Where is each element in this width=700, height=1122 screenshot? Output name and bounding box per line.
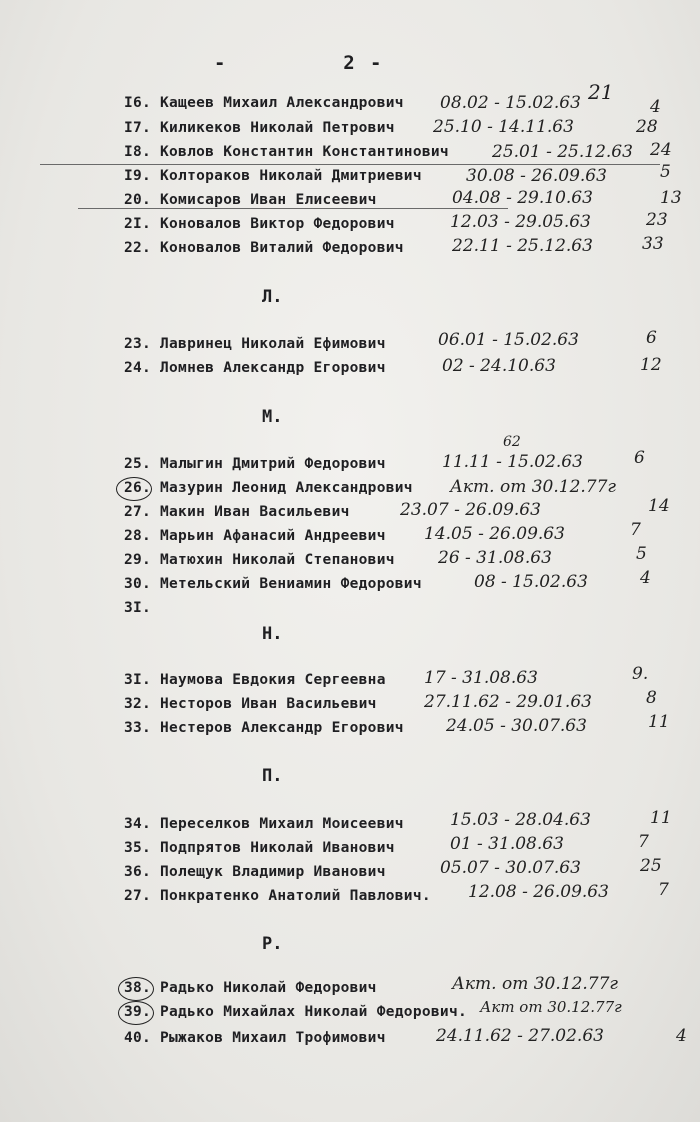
section-letter-r: Р.: [262, 934, 283, 954]
entry-dates: 04.08 - 29.10.63: [452, 188, 593, 208]
entry-dates: 12.08 - 26.09.63: [468, 882, 609, 902]
corner-handwritten-mark: 21: [588, 80, 614, 104]
entry-dates: 26 - 31.08.63: [438, 548, 552, 568]
entry-row: 36. Полещук Владимир Иванович: [124, 864, 386, 880]
entry-row: 34. Переселков Михаил Моисеевич: [124, 816, 404, 832]
entry-row: 32. Несторов Иван Васильевич: [124, 696, 377, 712]
page-number-dash-left: -: [214, 52, 226, 74]
section-letter-n: Н.: [262, 624, 283, 644]
entry-row: 27. Понкратенко Анатолий Павлович.: [124, 888, 431, 904]
entry-count: 5: [660, 162, 671, 182]
entry-dates: 05.07 - 30.07.63: [440, 858, 581, 878]
entry-row: I6. Кащеев Михаил Александрович: [124, 95, 404, 111]
entry-row: 2I. Коновалов Виктор Федорович: [124, 216, 395, 232]
entry-count: 33: [642, 234, 664, 254]
section-letter-p: П.: [262, 766, 283, 786]
section-letter-m: М.: [262, 407, 283, 427]
page-number-dash-right: -: [370, 52, 382, 74]
entry-dates: 23.07 - 26.09.63: [400, 500, 541, 520]
entry-row: I7. Киликеков Николай Петрович: [124, 120, 395, 136]
entry-count: 11: [650, 808, 672, 828]
entry-row: 22. Коновалов Виталий Федорович: [124, 240, 404, 256]
entry-dates: Акт. от 30.12.77г: [452, 974, 619, 994]
entry-dates: 27.11.62 - 29.01.63: [424, 692, 592, 712]
entry-row: I8. Ковлов Константин Константинович: [124, 144, 449, 160]
entry-dates: 22.11 - 25.12.63: [452, 236, 593, 256]
handwritten-annotation: 62: [503, 434, 521, 450]
entry-dates: 08 - 15.02.63: [474, 572, 588, 592]
entry-dates: 01 - 31.08.63: [450, 834, 564, 854]
entry-count: 7: [630, 520, 641, 540]
entry-count: 7: [638, 832, 649, 852]
entry-dates: 24.05 - 30.07.63: [446, 716, 587, 736]
entry-count: 14: [648, 496, 670, 516]
entry-count: 9.: [632, 664, 649, 684]
entry-dates: 15.03 - 28.04.63: [450, 810, 591, 830]
entry-count: 25: [640, 856, 662, 876]
entry-dates: 02 - 24.10.63: [442, 356, 556, 376]
entry-row: 26. Мазурин Леонид Александрович: [124, 480, 413, 496]
entry-row: 35. Подпрятов Николай Иванович: [124, 840, 395, 856]
entry-dates: 06.01 - 15.02.63: [438, 330, 579, 350]
entry-count: 12: [640, 355, 662, 375]
entry-dates: 12.03 - 29.05.63: [450, 212, 591, 232]
entry-row: 38. Радько Николай Федорович: [124, 980, 377, 996]
entry-count: 13: [660, 188, 682, 208]
entry-count: 6: [646, 328, 657, 348]
entry-dates: 24.11.62 - 27.02.63: [436, 1026, 604, 1046]
entry-row: 30. Метельский Вениамин Федорович: [124, 576, 422, 592]
entry-count: 23: [646, 210, 668, 230]
page-number: 2: [343, 52, 357, 74]
entry-count: 8: [646, 688, 657, 708]
entry-dates: Акт. от 30.12.77г: [450, 477, 617, 497]
entry-row: I9. Колтораков Николай Дмитриевич: [124, 168, 422, 184]
entry-count: 24: [650, 140, 672, 160]
entry-count: 4: [676, 1026, 687, 1046]
entry-row: 39. Радько Михайлах Николай Федорович.: [124, 1004, 468, 1020]
entry-row: 27. Макин Иван Васильевич: [124, 504, 350, 520]
section-letter-l: Л.: [262, 287, 283, 307]
entry-row: 33. Нестеров Александр Егорович: [124, 720, 404, 736]
entry-dates: 30.08 - 26.09.63: [466, 166, 607, 186]
entry-count: 4: [640, 568, 651, 588]
entry-count: 11: [648, 712, 670, 732]
entry-count: 6: [634, 448, 645, 468]
entry-dates: 17 - 31.08.63: [424, 668, 538, 688]
entry-count: 28: [636, 117, 658, 137]
entry-row: 24. Ломнев Александр Егорович: [124, 360, 386, 376]
entry-dates: 25.10 - 14.11.63: [433, 117, 574, 137]
entry-row: 28. Марьин Афанасий Андреевич: [124, 528, 386, 544]
entry-dates: Акт от 30.12.77г: [480, 998, 622, 1016]
entry-row: 40. Рыжаков Михаил Трофимович: [124, 1030, 386, 1046]
entry-row: 3I. Наумова Евдокия Сергеевна: [124, 672, 386, 688]
entry-dates: 11.11 - 15.02.63: [442, 452, 583, 472]
entry-dates: 14.05 - 26.09.63: [424, 524, 565, 544]
entry-dates: 25.01 - 25.12.63: [492, 142, 633, 162]
entry-dates: 08.02 - 15.02.63: [440, 93, 581, 113]
entry-row: 3I.: [124, 600, 152, 616]
entry-row: 20. Комисаров Иван Елисеевич: [124, 192, 377, 208]
entry-row: 25. Малыгин Дмитрий Федорович: [124, 456, 386, 472]
entry-count: 7: [658, 880, 669, 900]
entry-count: 5: [636, 544, 647, 564]
entry-row: 29. Матюхин Николай Степанович: [124, 552, 395, 568]
entry-row: 23. Лавринец Николай Ефимович: [124, 336, 386, 352]
entry-count: 4: [650, 97, 661, 117]
